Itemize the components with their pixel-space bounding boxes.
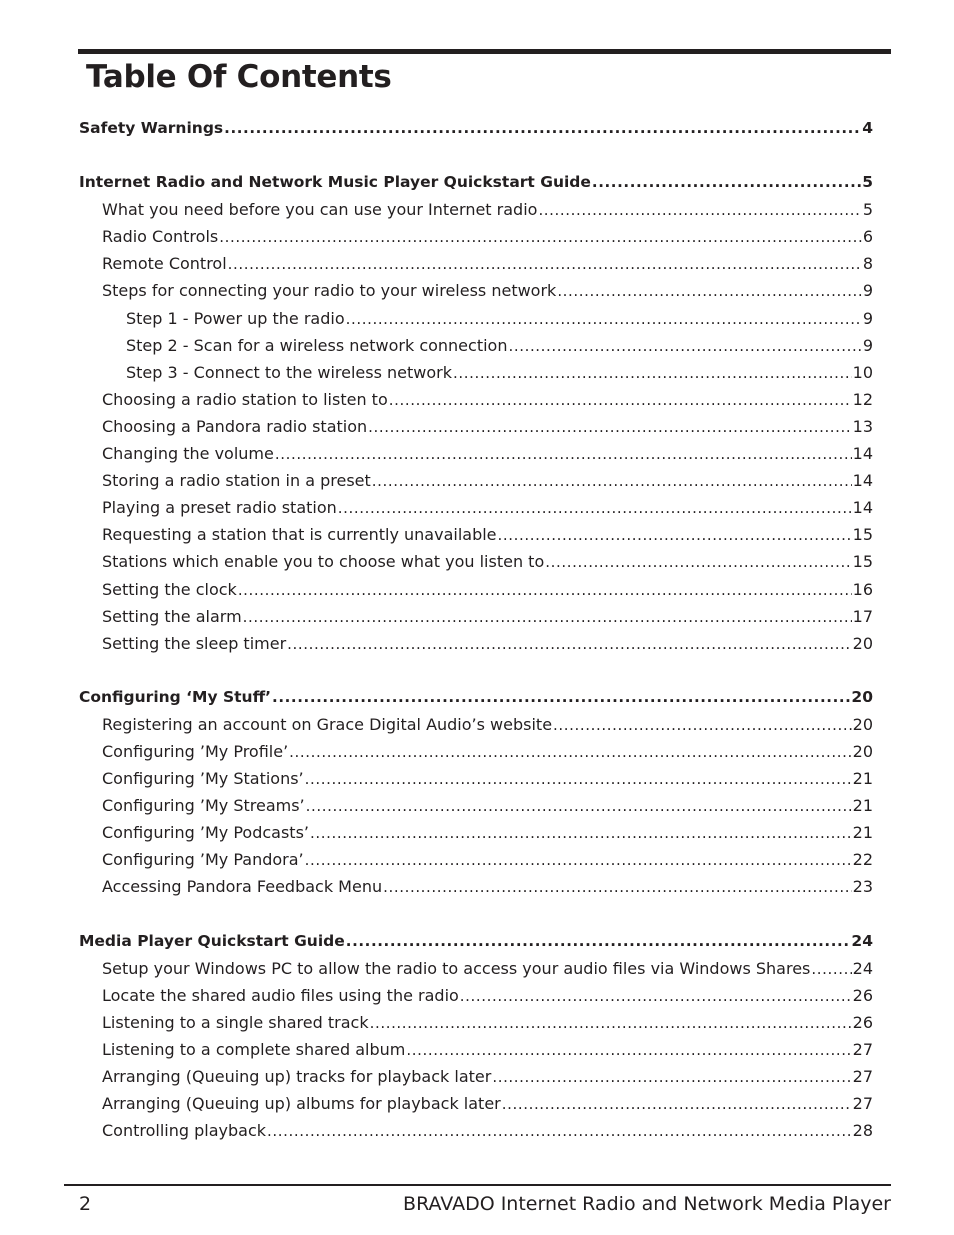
toc-entry[interactable] (102, 738, 873, 765)
toc-entry[interactable] (102, 1009, 873, 1036)
toc-entry-page-number: 17 (852, 606, 873, 626)
toc-entry[interactable] (102, 386, 873, 413)
toc-entry[interactable] (102, 413, 873, 440)
dot-leader (460, 983, 852, 1010)
toc-section-heading[interactable] (79, 928, 873, 955)
toc-entry-label: Remote Control (102, 254, 227, 274)
toc-entry-label: Steps for connecting your radio to your wireless network (102, 281, 557, 301)
toc-entry-page-number: 22 (852, 850, 873, 870)
dot-leader (305, 766, 852, 793)
toc-entry[interactable] (102, 223, 873, 250)
toc-entry-label: Registering an account on Grace Digital Audio’s website (102, 714, 553, 734)
toc-entry[interactable] (126, 359, 873, 386)
toc-entry[interactable] (126, 305, 873, 332)
dot-leader (243, 604, 852, 631)
dot-leader (545, 549, 851, 576)
toc-section-heading[interactable] (79, 115, 873, 142)
toc-entry-page-number: 20 (852, 633, 873, 653)
toc-entry-page-number: 5 (862, 173, 873, 192)
dot-leader (272, 684, 850, 711)
toc-entry[interactable] (102, 630, 873, 657)
toc-entry-label: Step 1 - Power up the radio (126, 308, 345, 328)
toc-entry-label: Setting the alarm (102, 606, 242, 626)
toc-entry-label: Accessing Pandora Feedback Menu (102, 877, 383, 897)
toc-entry-label: Setting the sleep timer (102, 633, 287, 653)
toc-entry[interactable] (102, 792, 873, 819)
toc-entry-page-number: 9 (862, 335, 873, 355)
dot-leader (453, 360, 852, 387)
toc-entry-label: Setup your Windows PC to allow the radio to access your audio files via Windows Shares (102, 958, 811, 978)
footer-rule (64, 1184, 891, 1186)
table-of-contents (0, 115, 954, 1171)
toc-entry-label: What you need before you can use your Internet radio (102, 200, 538, 220)
toc-entry-page-number: 20 (851, 687, 873, 706)
toc-entry-page-number: 6 (862, 227, 873, 247)
dot-leader (346, 306, 862, 333)
toc-entry-page-number: 10 (852, 362, 873, 382)
toc-entry-label: Stations which enable you to choose what you listen to (102, 552, 545, 572)
toc-entry-label: Choosing a Pandora radio station (102, 416, 368, 436)
toc-entry-label: Safety Warnings (79, 119, 224, 137)
toc-section (0, 684, 954, 901)
toc-section (0, 928, 954, 1145)
toc-entry-page-number: 14 (852, 498, 873, 518)
toc-entry-page-number: 13 (852, 416, 873, 436)
dot-leader (502, 1091, 852, 1118)
toc-entry-page-number: 15 (852, 552, 873, 572)
toc-entry[interactable] (102, 846, 873, 873)
toc-entry[interactable] (126, 332, 873, 359)
toc-entry-page-number: 27 (852, 1067, 873, 1086)
toc-entry[interactable] (102, 1090, 873, 1117)
toc-entry[interactable] (102, 765, 873, 792)
toc-entry-label: Configuring ’My Stations’ (102, 769, 304, 789)
toc-entry-page-number: 21 (852, 796, 873, 816)
toc-entry-page-number: 24 (852, 958, 873, 978)
toc-entry-label: Configuring ’My Streams’ (102, 796, 305, 816)
dot-leader (275, 441, 852, 468)
toc-entry[interactable] (102, 196, 873, 223)
dot-leader (538, 197, 861, 224)
toc-entry[interactable] (102, 521, 873, 548)
dot-leader (811, 956, 851, 983)
toc-entry[interactable] (102, 1117, 873, 1144)
dot-leader (289, 739, 851, 766)
dot-leader (310, 820, 852, 847)
dot-leader (305, 847, 852, 874)
dot-leader (508, 333, 861, 360)
toc-entry-label: Configuring ’My Podcasts’ (102, 823, 309, 843)
toc-entry-page-number: 9 (862, 308, 873, 328)
toc-entry[interactable] (102, 819, 873, 846)
toc-entry-label: Changing the volume (102, 444, 274, 464)
toc-entry-label: Choosing a radio station to listen to (102, 389, 388, 409)
toc-entry-page-number: 21 (852, 769, 873, 789)
toc-entry[interactable] (102, 873, 873, 900)
toc-entry-page-number: 20 (852, 714, 873, 734)
toc-entry[interactable] (102, 277, 873, 304)
toc-entry-label: Arranging (Queuing up) albums for playback later (102, 1094, 501, 1114)
dot-leader (346, 928, 851, 955)
dot-leader (368, 414, 851, 441)
toc-entry-page-number: 24 (851, 931, 873, 950)
dot-leader (338, 495, 852, 522)
toc-entry-label: Setting the clock (102, 579, 237, 599)
dot-leader (389, 387, 852, 414)
toc-entry-label: Controlling playback (102, 1121, 267, 1141)
toc-entry[interactable] (102, 711, 873, 738)
toc-entry-page-number: 15 (852, 525, 873, 545)
toc-entry-page-number: 14 (852, 471, 873, 491)
toc-entry-label: Configuring ’My Pandora’ (102, 850, 304, 870)
toc-entry-page-number: 14 (852, 444, 873, 464)
toc-entry[interactable] (102, 955, 873, 982)
toc-section (0, 115, 954, 142)
dot-leader (383, 874, 852, 901)
dot-leader (267, 1118, 852, 1145)
toc-entry-page-number: 12 (852, 389, 873, 409)
dot-leader (238, 577, 852, 604)
dot-leader (557, 278, 862, 305)
toc-entry-label: Internet Radio and Network Music Player Quickstart Guide (79, 173, 591, 192)
toc-entry-label: Radio Controls (102, 227, 219, 247)
toc-entry[interactable] (102, 982, 873, 1009)
dot-leader (228, 251, 862, 278)
dot-leader (372, 468, 852, 495)
page-title: Table Of Contents (86, 59, 392, 95)
toc-entry-label: Requesting a station that is currently unavailable (102, 525, 497, 545)
top-rule (78, 49, 891, 54)
toc-entry-page-number: 8 (862, 254, 873, 274)
toc-entry-label: Step 3 - Connect to the wireless network (126, 362, 452, 382)
toc-entry-label: Step 2 - Scan for a wireless network connection (126, 335, 508, 355)
toc-entry-page-number: 9 (862, 281, 873, 301)
toc-entry-page-number: 20 (852, 741, 873, 761)
dot-leader (287, 631, 851, 658)
toc-entry[interactable] (102, 440, 873, 467)
dot-leader (370, 1010, 852, 1037)
toc-entry-page-number: 21 (852, 823, 873, 843)
toc-entry-label: Listening to a complete shared album (102, 1039, 406, 1059)
toc-entry[interactable] (102, 467, 873, 494)
toc-entry-page-number: 27 (852, 1094, 873, 1114)
toc-entry-label: Locate the shared audio files using the radio (102, 985, 459, 1005)
toc-entry-page-number: 5 (862, 200, 873, 220)
toc-entry-page-number: 26 (852, 1012, 873, 1032)
toc-section-heading[interactable] (79, 684, 873, 711)
toc-entry-page-number: 28 (852, 1121, 873, 1141)
toc-entry[interactable] (102, 250, 873, 277)
dot-leader (553, 712, 852, 739)
toc-entry[interactable] (102, 1036, 873, 1063)
toc-entry-label: Configuring ‘My Stuff’ (79, 687, 272, 706)
toc-entry-label: Configuring ’My Profile’ (102, 741, 289, 761)
dot-leader (224, 115, 861, 142)
dot-leader (592, 169, 861, 196)
dot-leader (406, 1037, 851, 1064)
toc-entry[interactable] (102, 494, 873, 521)
toc-entry-page-number: 26 (852, 985, 873, 1005)
toc-entry-label: Playing a preset radio station (102, 498, 337, 518)
dot-leader (306, 793, 852, 820)
toc-entry-label: Storing a radio station in a preset (102, 471, 371, 491)
toc-entry[interactable] (102, 1063, 873, 1090)
toc-entry-label: Listening to a single shared track (102, 1012, 369, 1032)
toc-entry[interactable] (102, 576, 873, 603)
footer-title: BRAVADO Internet Radio and Network Media Player (403, 1193, 891, 1215)
dot-leader (219, 224, 862, 251)
toc-section-heading[interactable] (79, 169, 873, 196)
toc-entry[interactable] (102, 548, 873, 575)
toc-section (0, 169, 954, 657)
dot-leader (492, 1064, 851, 1091)
dot-leader (498, 522, 852, 549)
toc-entry-page-number: 27 (852, 1039, 873, 1059)
toc-entry-page-number: 4 (862, 119, 873, 137)
toc-entry-page-number: 16 (852, 579, 873, 599)
footer-page-number: 2 (79, 1193, 92, 1215)
toc-entry-page-number: 23 (852, 877, 873, 897)
toc-entry[interactable] (102, 603, 873, 630)
toc-entry-label: Media Player Quickstart Guide (79, 931, 345, 950)
toc-entry-label: Arranging (Queuing up) tracks for playback later (102, 1067, 492, 1086)
